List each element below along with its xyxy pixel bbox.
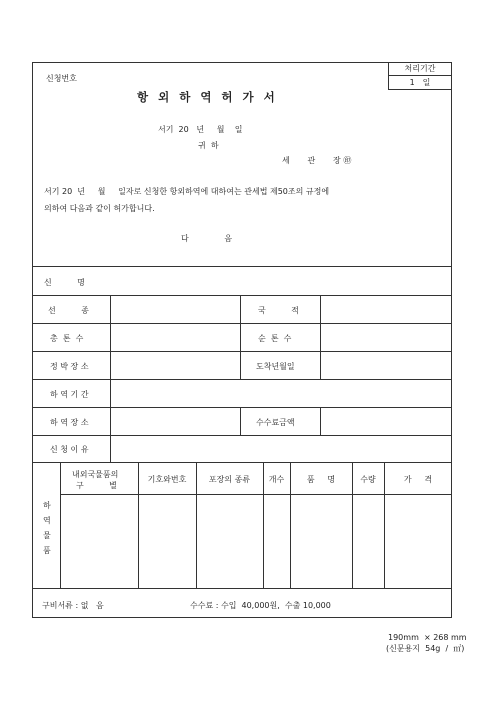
- form-frame: [32, 62, 452, 618]
- column-price: 가 격: [403, 475, 433, 484]
- divider: [32, 462, 452, 463]
- unloading-place-label: 하 역 장 소: [50, 418, 89, 427]
- divider: [60, 494, 452, 495]
- divider: [60, 462, 61, 588]
- issuer-line: 세 관 장 ㊞: [282, 156, 352, 165]
- unloading-period-label: 하 역 기 간: [50, 390, 89, 399]
- body-text-line-1: 서기 20 년 월 일자로 신청한 항외하역에 대하여는 관세법 제50조의 규정에: [44, 187, 330, 196]
- fee-amount-label: 수수료금액: [256, 418, 295, 427]
- fee-info: 수수료 : 수입 40,000원, 수출 10,000: [190, 601, 331, 610]
- processing-period-label: 처리기간: [404, 64, 436, 73]
- cargo-side-label-3: 물: [43, 531, 51, 540]
- applicant-label: 신 명: [44, 278, 85, 287]
- cargo-side-label-1: 하: [43, 501, 51, 510]
- divider: [32, 351, 452, 352]
- column-packing: 포장의 종류: [208, 475, 251, 484]
- reason-label: 신 청 이 유: [50, 445, 89, 454]
- divider: [32, 266, 452, 267]
- divider: [388, 75, 452, 76]
- divider: [32, 588, 452, 589]
- divider: [320, 407, 321, 435]
- divider: [110, 295, 111, 462]
- column-item-name: 품 명: [306, 475, 336, 484]
- notice-heading: 다 음: [181, 234, 233, 243]
- column-count: 개수: [268, 475, 285, 484]
- net-tonnage-label: 순 톤 수: [258, 334, 292, 343]
- divider: [240, 295, 241, 379]
- divider: [32, 379, 452, 380]
- required-documents: 구비서류 : 없 음: [42, 601, 104, 610]
- divider: [32, 323, 452, 324]
- divider: [240, 407, 241, 435]
- anchorage-label: 정 박 장 소: [50, 362, 89, 371]
- divider: [320, 295, 321, 379]
- application-number-label: 신청번호: [46, 74, 77, 83]
- nationality-label: 국 적: [258, 306, 299, 315]
- column-marks: 기호와번호: [147, 475, 187, 484]
- cargo-side-label-2: 역: [43, 516, 51, 525]
- column-quantity: 수량: [360, 475, 376, 484]
- gross-tonnage-label: 총 톤 수: [50, 334, 84, 343]
- column-origin-line-1: 내외국물품의: [72, 470, 119, 479]
- cargo-side-label-4: 품: [43, 546, 51, 555]
- document-title: 항외하역허가서: [137, 90, 285, 104]
- paper-size: 190mm × 268 mm: [388, 633, 467, 642]
- vessel-type-label: 선 종: [48, 306, 89, 315]
- processing-period-value: 1 일: [409, 78, 431, 87]
- body-text-line-2: 의하여 다음과 같이 허가합니다.: [44, 204, 155, 213]
- recipient-line: 귀 하: [198, 141, 219, 150]
- column-origin-line-2: 구 별: [76, 481, 117, 490]
- divider: [32, 407, 452, 408]
- arrival-date-label: 도착년월일: [256, 362, 295, 371]
- divider: [32, 295, 452, 296]
- paper-type: (신문용지 54g / ㎡): [386, 644, 465, 653]
- issue-date: 서기 20 년 월 일: [158, 125, 243, 134]
- divider: [32, 435, 452, 436]
